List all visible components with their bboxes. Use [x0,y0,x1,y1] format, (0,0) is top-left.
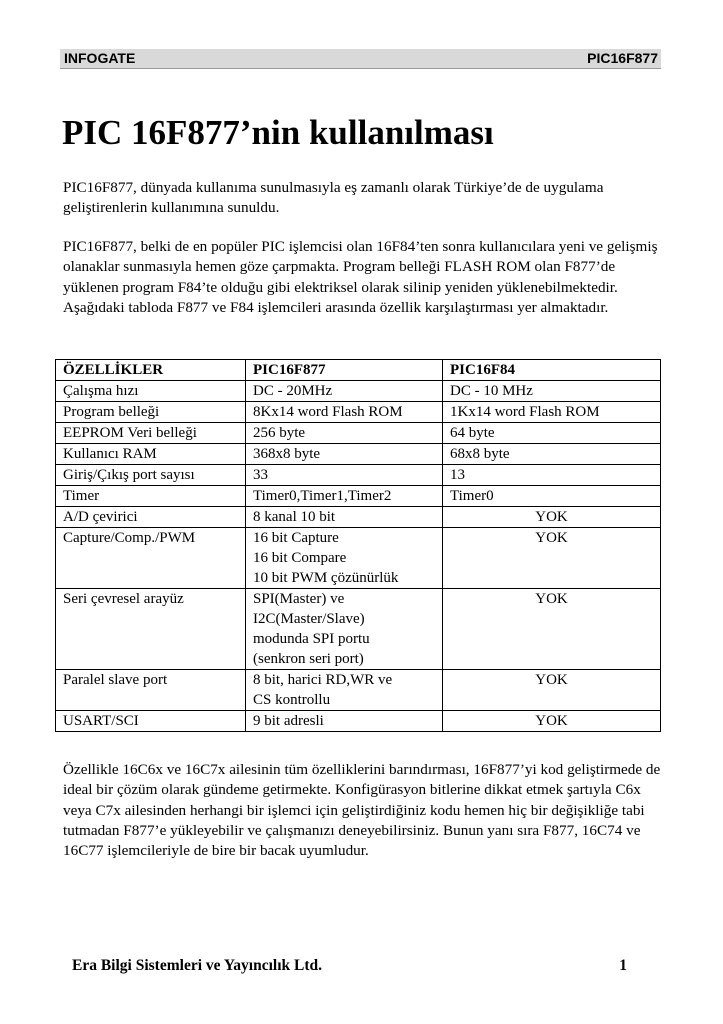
description-paragraph: PIC16F877, belki de en popüler PIC işlemcisi olan 16F84’ten sonra kullanıcılara yeni ve gelişmiş olanaklar sunmasıyla hemen göze çarpmakta. Program belleği FLASH ROM olan F877’de yüklenen program F84’te olduğu gibi elektriksel olarak silinip yeniden yüklenebilmektedir. Aşağıdaki tabloda F877 ve F84 işlemcileri arasında özellik karşılaştırması yer almaktadır. [63,238,658,316]
feature-cell: Paralel slave port [56,670,246,711]
header-right-label: PIC16F877 [587,50,658,66]
header-bar [60,49,661,69]
pic16f877-cell [246,528,443,589]
pic16f877-value-line: (senkron seri port) [253,651,364,667]
table-row [56,423,661,444]
pic16f877-value-line: CS kontrollu [253,692,331,708]
pic16f84-cell: 64 byte [443,423,661,444]
feature-cell: Kullanıcı RAM [56,444,246,465]
pic16f877-value-line: I2C(Master/Slave) [253,611,365,627]
header-left-label: INFOGATE [64,50,136,66]
table-row [56,486,661,507]
feature-cell: Giriş/Çıkış port sayısı [56,465,246,486]
feature-cell: A/D çevirici [56,507,246,528]
table-header-row [56,360,661,381]
feature-cell: Seri çevresel arayüz [56,589,246,670]
pic16f877-value-line: 8Kx14 word Flash ROM [253,404,403,420]
pic16f84-cell: 1Kx14 word Flash ROM [443,402,661,423]
pic16f877-value-line: 33 [253,467,268,483]
table-row [56,402,661,423]
pic16f877-cell [246,423,443,444]
pic16f877-value-line: DC - 20MHz [253,383,333,399]
pic16f84-cell: DC - 10 MHz [443,381,661,402]
table-row [56,711,661,732]
pic16f877-cell [246,589,443,670]
table-body [56,381,661,732]
footer-company: Era Bilgi Sistemleri ve Yayıncılık Ltd. [72,957,323,974]
pic16f877-value-line: 368x8 byte [253,446,321,462]
feature-cell: Program belleği [56,402,246,423]
pic16f877-value-line: 16 bit Capture [253,530,339,546]
feature-cell: Capture/Comp./PWM [56,528,246,589]
pic16f877-cell [246,381,443,402]
comparison-table [55,359,661,732]
header-pic16f877: PIC16F877 [246,360,443,381]
pic16f84-cell: Timer0 [443,486,661,507]
pic16f877-value-line: 8 kanal 10 bit [253,509,336,525]
pic16f877-value-line: 256 byte [253,425,306,441]
pic16f84-cell: YOK [443,589,661,670]
intro-paragraph: PIC16F877, dünyada kullanıma sunulmasıyla eş zamanlı olarak Türkiye’de de uygulama geliştirenlerin kullanımına sunuldu. [63,179,604,217]
pic16f877-value-line: modunda SPI portu [253,631,370,647]
pic16f84-cell: YOK [443,670,661,711]
pic16f877-value-line: 9 bit adresli [253,713,324,729]
pic16f877-cell [246,670,443,711]
table-row [56,444,661,465]
pic16f84-cell: YOK [443,711,661,732]
pic16f877-value-line: SPI(Master) ve [253,591,345,607]
pic16f877-cell [246,465,443,486]
pic16f877-cell [246,402,443,423]
feature-cell: Çalışma hızı [56,381,246,402]
footer-page-number: 1 [619,957,627,974]
table-row [56,528,661,589]
table-row [56,670,661,711]
feature-cell: Timer [56,486,246,507]
pic16f877-value-line: 8 bit, harici RD,WR ve [253,672,393,688]
pic16f84-cell: 68x8 byte [443,444,661,465]
pic16f84-cell: 13 [443,465,661,486]
table-row [56,465,661,486]
pic16f84-cell: YOK [443,507,661,528]
closing-paragraph: Özellikle 16C6x ve 16C7x ailesinin tüm özelliklerini barındırması, 16F877’yi kod geliştirmede de ideal bir çözüm olarak gündeme getirmekte. Konfigürasyon bitlerine dikkat etmek şartıyla C6x veya C7x ailesinden herhangi bir işlemci için geliştirdiğiniz kodu hemen hiç bir değişikliğe tabi tutmadan F877’e yükleyebilir ve çalışmanızı deneyebilirsiniz. Bunun yanı sıra F877, 16C74 ve 16C77 işlemcileriyle de bire bir bacak uyumludur. [63,761,661,860]
header-features: ÖZELLİKLER [56,360,246,381]
feature-cell: EEPROM Veri belleği [56,423,246,444]
pic16f877-value-line: 10 bit PWM çözünürlük [253,570,399,586]
table-row [56,507,661,528]
pic16f877-value-line: Timer0,Timer1,Timer2 [253,488,392,504]
page-title: PIC 16F877’nin kullanılması [62,113,494,152]
pic16f877-cell [246,444,443,465]
table-row [56,381,661,402]
pic16f877-cell [246,711,443,732]
pic16f877-cell [246,507,443,528]
pic16f84-cell: YOK [443,528,661,589]
header-pic16f84: PIC16F84 [443,360,661,381]
feature-cell: USART/SCI [56,711,246,732]
table-row [56,589,661,670]
pic16f877-cell [246,486,443,507]
pic16f877-value-line: 16 bit Compare [253,550,347,566]
